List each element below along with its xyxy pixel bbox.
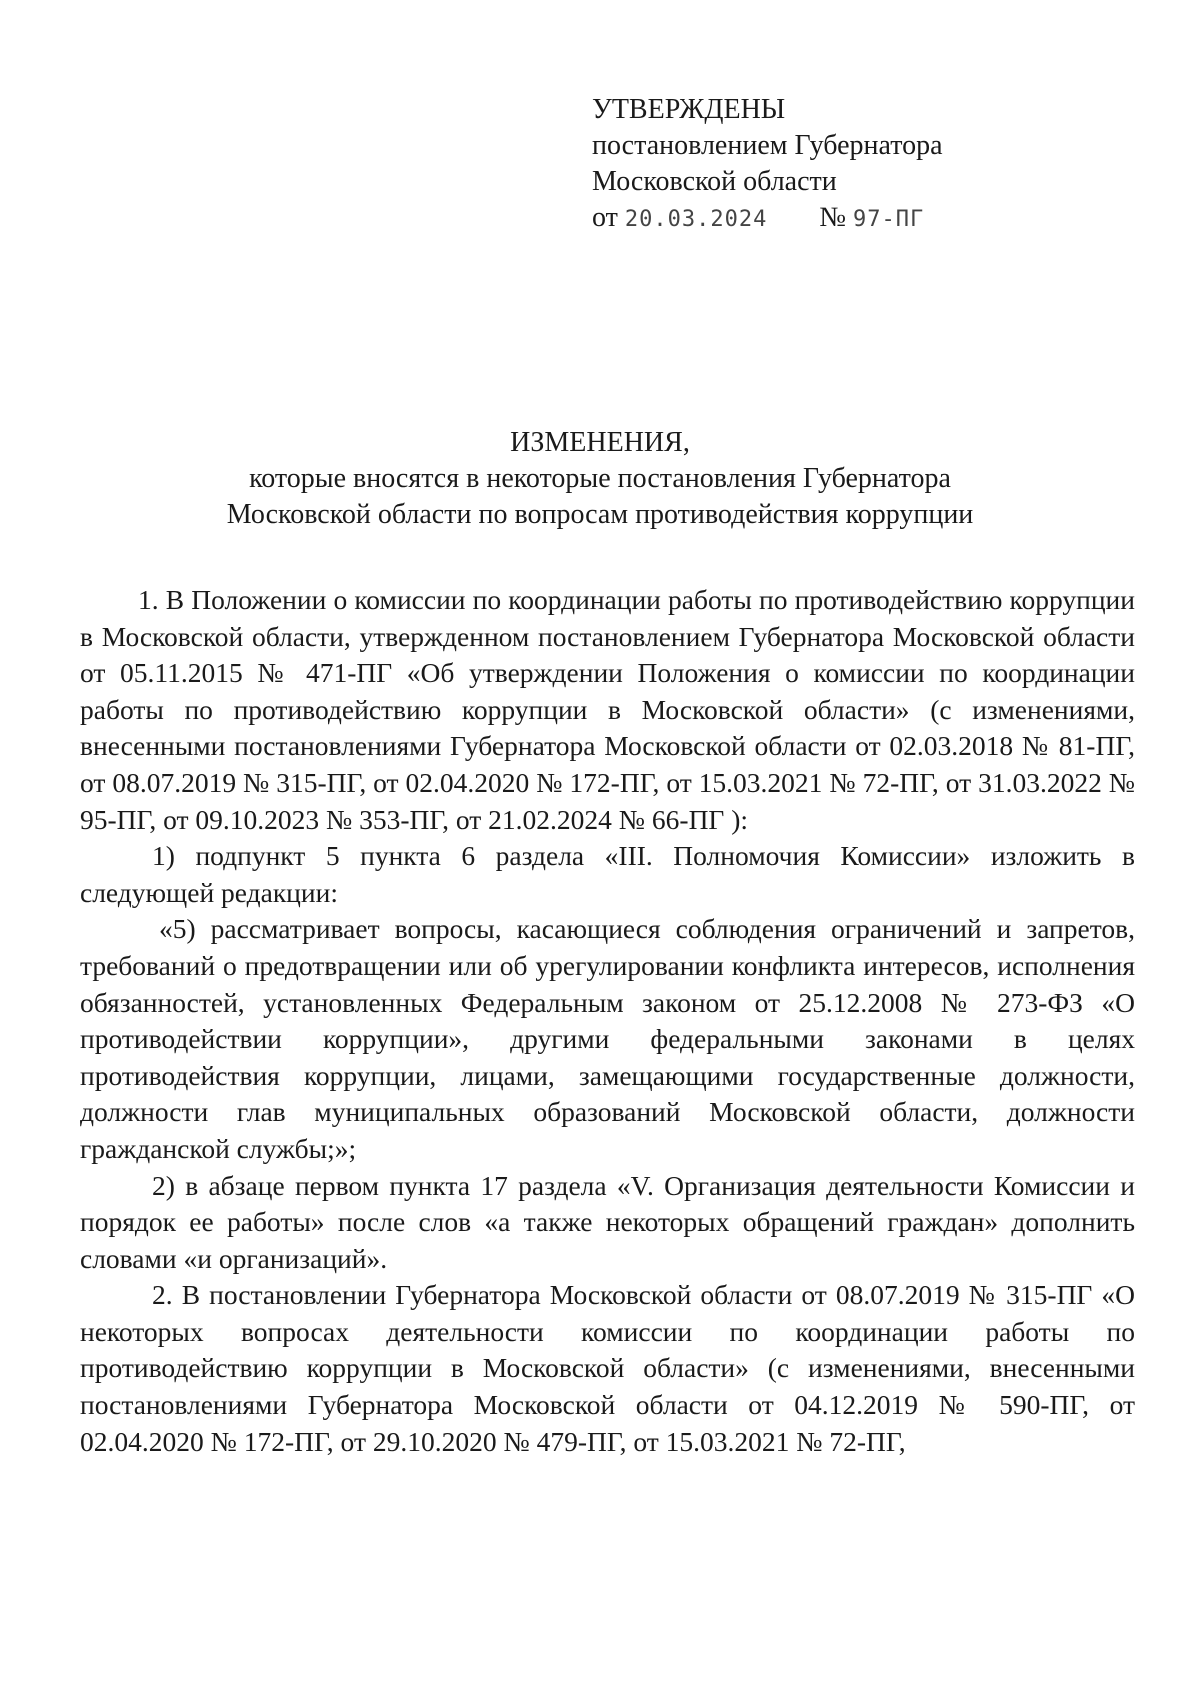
approval-authority: постановлением Губернатора xyxy=(592,130,943,161)
document-heading xyxy=(100,425,1100,533)
approval-block xyxy=(592,92,1152,238)
document-subtitle-line-2: Московской области по вопросам противодействия коррупции xyxy=(226,499,974,530)
document-body xyxy=(80,582,1135,1460)
document-subtitle-line-1: которые вносятся в некоторые постановления Губернатора xyxy=(249,463,951,494)
paragraph-1-subitem-2: 2) в абзаце первом пункта 17 раздела «V. Организация деятельности Комиссии и порядок ее работы» после слов «а также некоторых обращений граждан» дополнить словами «и организаций». xyxy=(80,1169,1135,1274)
approval-region: Московской области xyxy=(592,166,837,197)
date-prefix: от xyxy=(592,202,618,233)
number-prefix: № xyxy=(819,202,847,233)
approval-status: УТВЕРЖДЕНЫ xyxy=(592,94,786,125)
paragraph-1-quoted-text: «5) рассматривает вопросы, касающиеся соблюдения ограничений и запретов, требований о предотвращении или об урегулировании конфликта интересов, исполнения обязанностей, установленных Федеральным законом от 25.12.2008 № 273-ФЗ «О противодействии коррупции», другими федеральными законами в целях противодействия коррупции, лицами, замещающими государственные должности, должности глав муниципальных образований Московской области, должности гражданской службы;»; xyxy=(80,913,1135,1164)
paragraph-2: 2. В постановлении Губернатора Московской области от 08.07.2019 № 315-ПГ «О некоторых вопросах деятельности комиссии по координации работы по противодействию коррупции в Московской области» (с изменениями, внесенными постановлениями Губернатора Московской области от 04.12.2019 № 590-ПГ, от 02.04.2020 № 172-ПГ, от 29.10.2020 № 479-ПГ, от 15.03.2021 № 72-ПГ, xyxy=(80,1279,1135,1457)
approval-date: 20.03.2024 xyxy=(624,207,768,232)
paragraph-1-subitem-1: 1) подпункт 5 пункта 6 раздела «III. Полномочия Комиссии» изложить в следующей редакции: xyxy=(80,840,1135,908)
approval-date-line xyxy=(592,200,1152,238)
document-title: ИЗМЕНЕНИЯ, xyxy=(510,427,690,458)
paragraph-1: 1. В Положении о комиссии по координации работы по противодействию коррупции в Московской области, утвержденном постановлением Губернатора Московской области от 05.11.2015 № 471-ПГ «Об утверждении Положения о комиссии по координации работы по противодействию коррупции в Московской области» (с изменениями, внесенными постановлениями Губернатора Московской области от 02.03.2018 № 81-ПГ, от 08.07.2019 № 315-ПГ, от 02.04.2020 № 172-ПГ, от 15.03.2021 № 72-ПГ, от 31.03.2022 № 95-ПГ, от 09.10.2023 № 353-ПГ, от 21.02.2024 № 66-ПГ ): xyxy=(80,584,1135,835)
approval-number: 97-ПГ xyxy=(853,207,925,232)
